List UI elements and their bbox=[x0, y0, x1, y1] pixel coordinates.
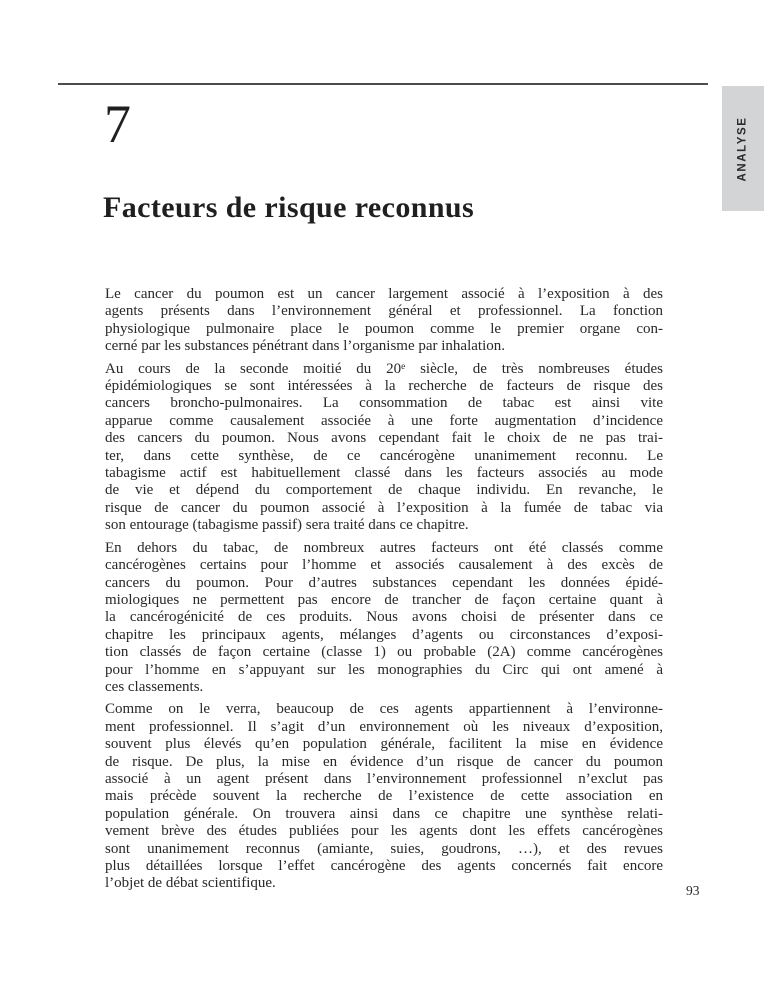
text-line: pour l’homme en s’appuyant sur les monographies du Circ qui ont amené à bbox=[105, 661, 663, 678]
text-line: chapitre les principaux agents, mélanges d’agents ou circonstances d’exposi- bbox=[105, 626, 663, 643]
header-rule bbox=[58, 83, 708, 85]
text-line: de risque. De plus, la mise en évidence d’un risque de cancer du poumon bbox=[105, 753, 663, 770]
text-line: cancers broncho-pulmonaires. La consommation de tabac est ainsi vite bbox=[105, 395, 663, 412]
section-thumb-tab bbox=[722, 86, 764, 211]
text-line: risque de cancer du poumon associé à l’exposition à la fumée de tabac via bbox=[105, 499, 663, 516]
text-line: sont unanimement reconnus (amiante, suies, goudrons, …), et des revues bbox=[105, 840, 663, 857]
text-line: physiologique pulmonaire place le poumon comme le premier organe con- bbox=[105, 320, 663, 337]
text-line: Au cours de la seconde moitié du 20e siècle, de très nombreuses études bbox=[105, 360, 663, 377]
page-number: 93 bbox=[686, 883, 700, 898]
text-line: associé à un agent présent dans l’environnement professionnel n’exclut pas bbox=[105, 770, 663, 787]
paragraph bbox=[105, 361, 663, 535]
text-line: cancérogènes certains pour l’homme et associés causalement à des excès de bbox=[105, 557, 663, 574]
text-line: Le cancer du poumon est un cancer largement associé à l’exposition à des bbox=[105, 286, 663, 302]
text-line: tabagisme actif est habituellement classé dans les facteurs associés au mode bbox=[105, 465, 663, 482]
text-line: de vie et dépend du comportement de chaque individu. En revanche, le bbox=[105, 482, 663, 499]
text-line: apparue comme causalement associée à une forte augmentation d’incidence bbox=[105, 412, 663, 429]
body-text bbox=[105, 286, 663, 898]
text-line: son entourage (tabagisme passif) sera traité dans ce chapitre. bbox=[105, 517, 469, 534]
text-line: population générale. On trouvera ainsi dans ce chapitre une synthèse relati- bbox=[105, 805, 663, 822]
paragraph bbox=[105, 286, 663, 356]
text-line: cancers du poumon. Pour d’autres substances cependant les données épidé- bbox=[105, 574, 663, 591]
text-line: mais précède souvent la recherche de l’existence de cette association en bbox=[105, 788, 663, 805]
paragraph bbox=[105, 701, 663, 892]
text-line: vement brève des études publiées pour les agents dont les effets cancérogènes bbox=[105, 823, 663, 840]
text-line: ment professionnel. Il s’agit d’un environnement où les niveaux d’exposition, bbox=[105, 718, 663, 735]
text-line: cerné par les substances pénétrant dans l’organisme par inhalation. bbox=[105, 338, 505, 355]
paragraph bbox=[105, 540, 663, 697]
text-line: miologiques ne permettent pas encore de trancher de façon certaine quant à bbox=[105, 591, 663, 608]
text-line: ces classements. bbox=[105, 678, 204, 695]
text-line: l’objet de débat scientifique. bbox=[105, 875, 276, 892]
section-tab-label: ANALYSE bbox=[737, 115, 750, 182]
text-line: souvent plus élevés qu’en population générale, facilitent la mise en évidence bbox=[105, 736, 663, 753]
text-line: agents présents dans l’environnement général et professionnel. La fonction bbox=[105, 303, 663, 320]
text-line: plus détaillées lorsque l’effet cancérogène des agents concernés fait encore bbox=[105, 858, 663, 874]
text-line: Comme on le verra, beaucoup de ces agents appartiennent à l’environne- bbox=[105, 701, 663, 718]
chapter-title: Facteurs de risque reconnus bbox=[103, 191, 475, 225]
text-line: des cancers du poumon. Nous avons cependant fait le choix de ne pas trai- bbox=[105, 430, 663, 447]
text-line: ter, dans cette synthèse, de ce cancérogène unanimement reconnu. Le bbox=[105, 447, 663, 464]
chapter-number: 7 bbox=[104, 94, 131, 154]
text-line: En dehors du tabac, de nombreux autres facteurs ont été classés comme bbox=[105, 539, 663, 556]
text-line: tion classés de façon certaine (classe 1) ou probable (2A) comme cancérogènes bbox=[105, 644, 663, 661]
text-line: la cancérogénicité de ces produits. Nous avons choisi de présenter dans ce bbox=[105, 609, 663, 626]
text-line: épidémiologiques se sont intéressées à la recherche de facteurs de risque des bbox=[105, 378, 663, 395]
